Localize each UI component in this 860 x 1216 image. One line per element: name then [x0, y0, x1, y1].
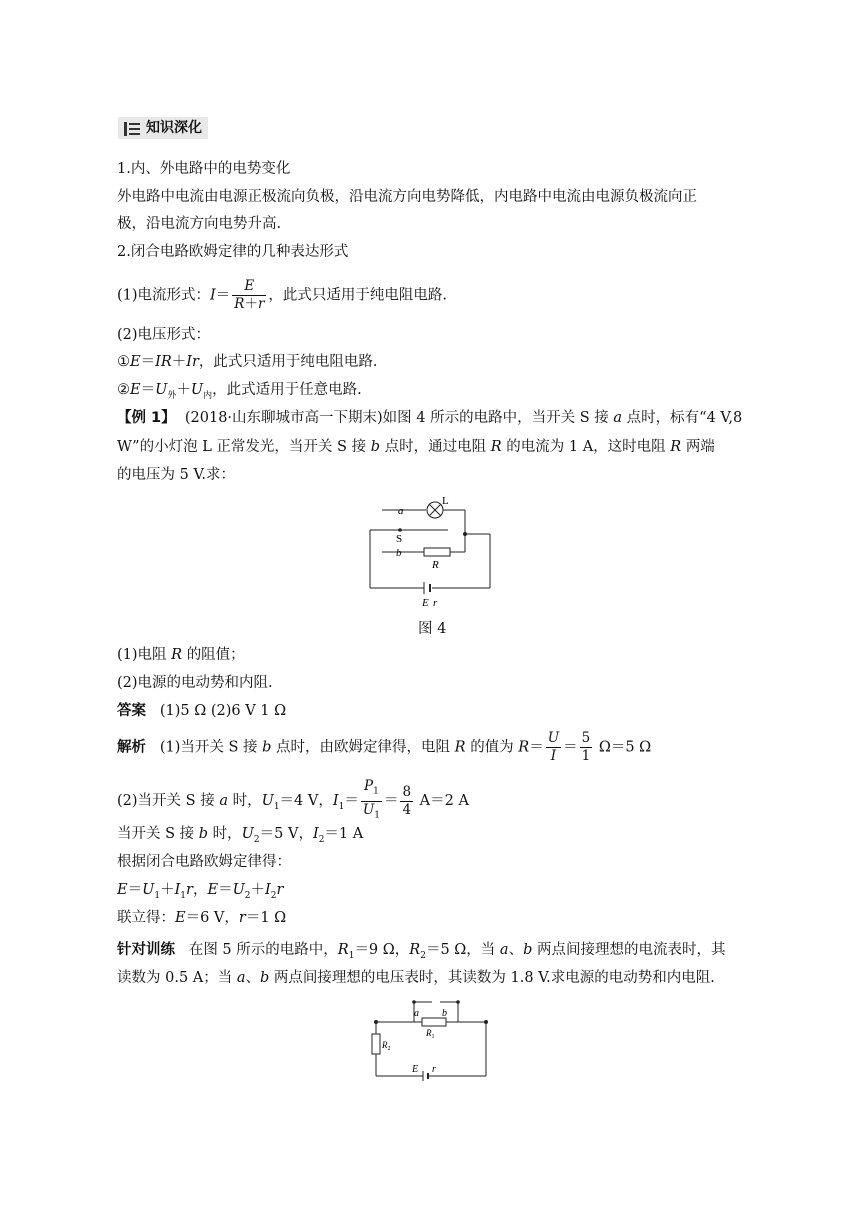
question-2: (2)电源的电动势和内阻. — [117, 675, 273, 691]
fig5-label-E: E — [412, 1064, 419, 1075]
analysis-line-2: (2)当开关 S 接 a 时，$U_1=4$ V，$I_1=$ $\frac{P_1}{U_1}$ ＝ $\frac{8}{4}$ A＝2 A — [117, 778, 469, 821]
ex1-label: 【例 1】 — [117, 410, 176, 426]
analysis-1d: Ω＝5 Ω — [598, 739, 652, 756]
train-1b: ＝9 Ω， — [354, 942, 410, 958]
p1-body-2: 极，沿电流方向电势升高. — [117, 216, 282, 232]
fig4-label-S: S — [396, 533, 403, 545]
fig4-label-a: a — [398, 505, 404, 517]
simul-line: 联立得：E＝6 V，r＝1 Ω — [117, 910, 287, 926]
fig4-caption: 图 4 — [418, 621, 447, 637]
answer-text: (1)5 Ω (2)6 V 1 Ω — [159, 703, 287, 719]
line-b-a: 当开关 S 接 — [117, 826, 195, 842]
ex1-line-1: 【例 1】 (2018·山东聊城市高一下期末)如图 4 所示的电路中，当开关 S 接 a 点时，标有“4 V,8 — [117, 410, 743, 426]
ex1-text-2c: 的电流为 1 A，这时电阻 — [506, 439, 666, 455]
q1-a: (1)电阻 — [117, 647, 167, 663]
form2-title: (2)电压形式： — [117, 327, 211, 343]
answer-line — [117, 700, 286, 722]
ex1-text-2b: 点时，通过电阻 — [384, 439, 487, 455]
ex1-text-2a: W”的小灯泡 L 正常发光，当开关 S 接 — [117, 439, 367, 455]
form1-suffix: ，此式只适用于纯电阻电路. — [268, 287, 448, 304]
train-2a: 读数为 0.5 A；当 — [117, 970, 233, 986]
fig4-label-L: L — [442, 495, 449, 507]
law-line: 根据闭合电路欧姆定律得： — [117, 854, 291, 870]
p2-title: 2.闭合电路欧姆定律的几种表达形式 — [117, 244, 349, 260]
train-1c: ＝5 Ω，当 — [425, 942, 496, 958]
answer-label: 答案 — [117, 703, 146, 719]
form2-b-suffix: ，此式适用于任意电路. — [212, 382, 362, 398]
train-2b: 两点间接理想的电压表时，其读数为 1.8 V.求电源的电动势和内电阻. — [273, 970, 715, 986]
simul-text-2: ＝1 Ω — [245, 910, 287, 926]
p1-title: 1.内、外电路中的电势变化 — [117, 161, 291, 177]
fig5-label-r: r — [432, 1064, 436, 1075]
fig5-label-a: a — [414, 1008, 419, 1019]
analysis-2b: 时， — [232, 793, 262, 810]
fig5-label-R2: $R_2$ — [382, 1040, 391, 1052]
analysis-line-1: 解析 (1)当开关 S 接 b 点时，由欧姆定律得，电阻 R 的值为 R＝ $\frac{U}{I}$ ＝ $\frac{5}{1}$ Ω＝5 Ω — [117, 730, 652, 764]
analysis-1b: 点时，由欧姆定律得，电阻 — [276, 739, 451, 756]
form1-fraction: $\frac{E}{R+r}$ — [234, 278, 265, 312]
form1-line: (1)电流形式：I＝ $\frac{E}{R+r}$ ，此式只适用于纯电阻电路. — [117, 278, 448, 312]
training-line-2: 读数为 0.5 A；当 a、b 两点间接理想的电压表时，其读数为 1.8 V.求电源的电动势和内电阻. — [117, 970, 715, 986]
form1-prefix: (1)电流形式： — [117, 287, 211, 304]
form2-b: $②E=U_外+U_内$，此式适用于任意电路. — [117, 382, 362, 401]
form2-a: ①E＝IR＋Ir，此式只适用于纯电阻电路. — [117, 354, 378, 370]
analysis-1a: (1)当开关 S 接 — [159, 739, 258, 756]
figure-5-circuit — [368, 996, 494, 1086]
line-b-b: 时， — [212, 826, 242, 842]
line-b-d: ＝1 A — [324, 826, 364, 842]
analysis-2d: A＝2 A — [419, 793, 469, 810]
ex1-line-2: W”的小灯泡 L 正常发光，当开关 S 接 b 点时，通过电阻 R 的电流为 1 A，这时电阻 R 两端 — [117, 439, 715, 455]
ex1-text-1: (2018·山东聊城市高一下期末)如图 4 所示的电路中，当开关 S 接 — [184, 410, 609, 426]
question-1: (1)电阻 R 的阻值； — [117, 647, 245, 663]
fig5-label-R1: $R_1$ — [426, 1028, 435, 1040]
analysis-2a: (2)当开关 S 接 — [117, 793, 215, 810]
equations-line: $E=U_1+I_1r$，$E=U_2+I_2r$ — [117, 882, 284, 901]
line-b-c: ＝5 V， — [259, 826, 313, 842]
analysis-label: 解析 — [117, 739, 146, 756]
ex1-text-2d: 两端 — [685, 439, 715, 455]
fig5-label-b: b — [442, 1008, 447, 1019]
train-1a: 在图 5 所示的电路中， — [188, 942, 338, 958]
figure-4-circuit — [360, 494, 500, 614]
analysis-1c: 的值为 — [470, 739, 514, 756]
training-label: 针对训练 — [117, 942, 175, 958]
ex1-line-3: 的电压为 5 V.求： — [117, 467, 235, 483]
form2-a-suffix: ，此式只适用于纯电阻电路. — [198, 354, 378, 370]
simul-label: 联立得： — [117, 910, 175, 926]
fig4-label-b: b — [396, 547, 402, 559]
fig4-label-r: r — [433, 597, 438, 609]
q1-b: 的阻值； — [186, 647, 245, 663]
train-1d: 两点间接理想的电流表时，其 — [536, 942, 726, 958]
analysis-2c: ＝4 V， — [279, 793, 333, 810]
ex1-text-1b: 点时，标有“4 V,8 — [626, 410, 743, 426]
simul-text: ＝6 V， — [185, 910, 239, 926]
fig4-label-E: E — [422, 597, 429, 609]
p1-body-1: 外电路中电流由电源正极流向负极，沿电流方向电势降低，内电路中电流由电源负极流向正 — [117, 189, 697, 205]
section-title: 知识深化 — [146, 120, 202, 136]
fig4-label-R: R — [432, 559, 439, 571]
analysis-line-3: 当开关 S 接 b 时，$U_2=5$ V，$I_2=1$ A — [117, 826, 364, 845]
training-line-1: 针对训练 在图 5 所示的电路中，$R_1=9$ Ω，$R_2=5$ Ω，当 a、b 两点间接理想的电流表时，其 — [117, 942, 726, 961]
section-heading-icon — [124, 121, 140, 135]
